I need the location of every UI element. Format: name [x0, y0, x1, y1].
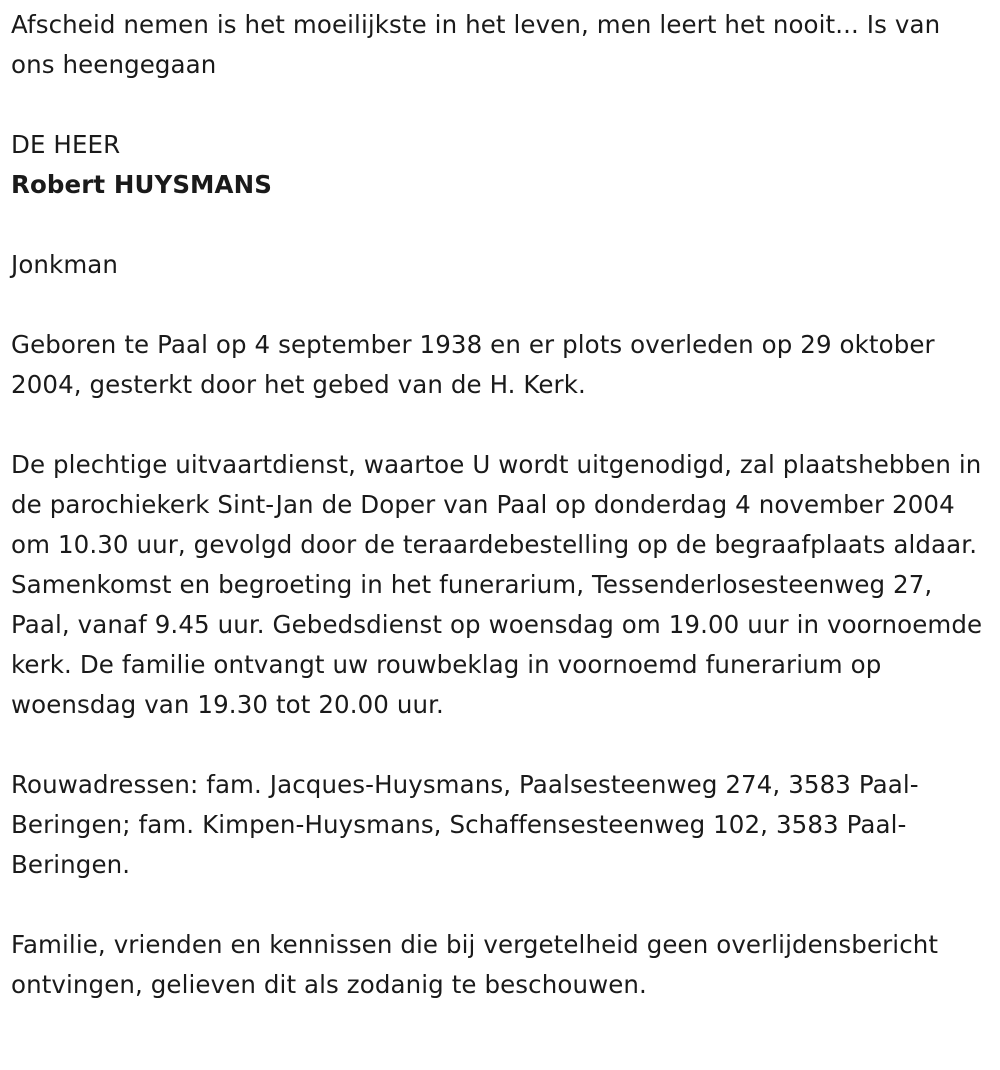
funeral-service-paragraph: De plechtige uitvaartdienst, waartoe U wordt uitgenodigd, zal plaatshebben in de parochiekerk Sint-Jan de Doper van Paal op donderdag 4 november 2004 om 10.30 uur, gevolgd door de teraardebestelling op de begraafplaats aldaar. Samenkomst en begroeting in het funerarium, Tessenderlosesteenweg 27, Paal, vanaf 9.45 uur. Gebedsdienst op woensdag om 19.00 uur in voornoemde kerk. De familie ontvangt uw rouwbeklag in voornoemd funerarium op woensdag van 19.30 tot 20.00 uur. [11, 450, 983, 719]
spacer [11, 285, 986, 325]
mourning-addresses-paragraph: Rouwadressen: fam. Jacques-Huysmans, Paalsesteenweg 274, 3583 Paal-Beringen; fam. Kimpen-Huysmans, Schaffensesteenweg 102, 3583 Paal-Beringen. [11, 770, 919, 879]
spacer [11, 85, 986, 125]
salutation: DE HEER [11, 130, 121, 159]
birth-death-paragraph: Geboren te Paal op 4 september 1938 en er plots overleden op 29 oktober 2004, gesterkt door het gebed van de H. Kerk. [11, 330, 935, 399]
intro-text: Afscheid nemen is het moeilijkste in het leven, men leert het nooit... Is van ons heengegaan [11, 10, 941, 79]
marital-status: Jonkman [11, 250, 119, 279]
deceased-name: Robert HUYSMANS [11, 170, 272, 199]
closing-paragraph: Familie, vrienden en kennissen die bij vergetelheid geen overlijdensbericht ontvingen, gelieven dit als zodanig te beschouwen. [11, 930, 939, 999]
spacer [11, 885, 986, 925]
spacer [11, 405, 986, 445]
spacer [11, 205, 986, 245]
obituary-notice [11, 5, 986, 1005]
spacer [11, 725, 986, 765]
